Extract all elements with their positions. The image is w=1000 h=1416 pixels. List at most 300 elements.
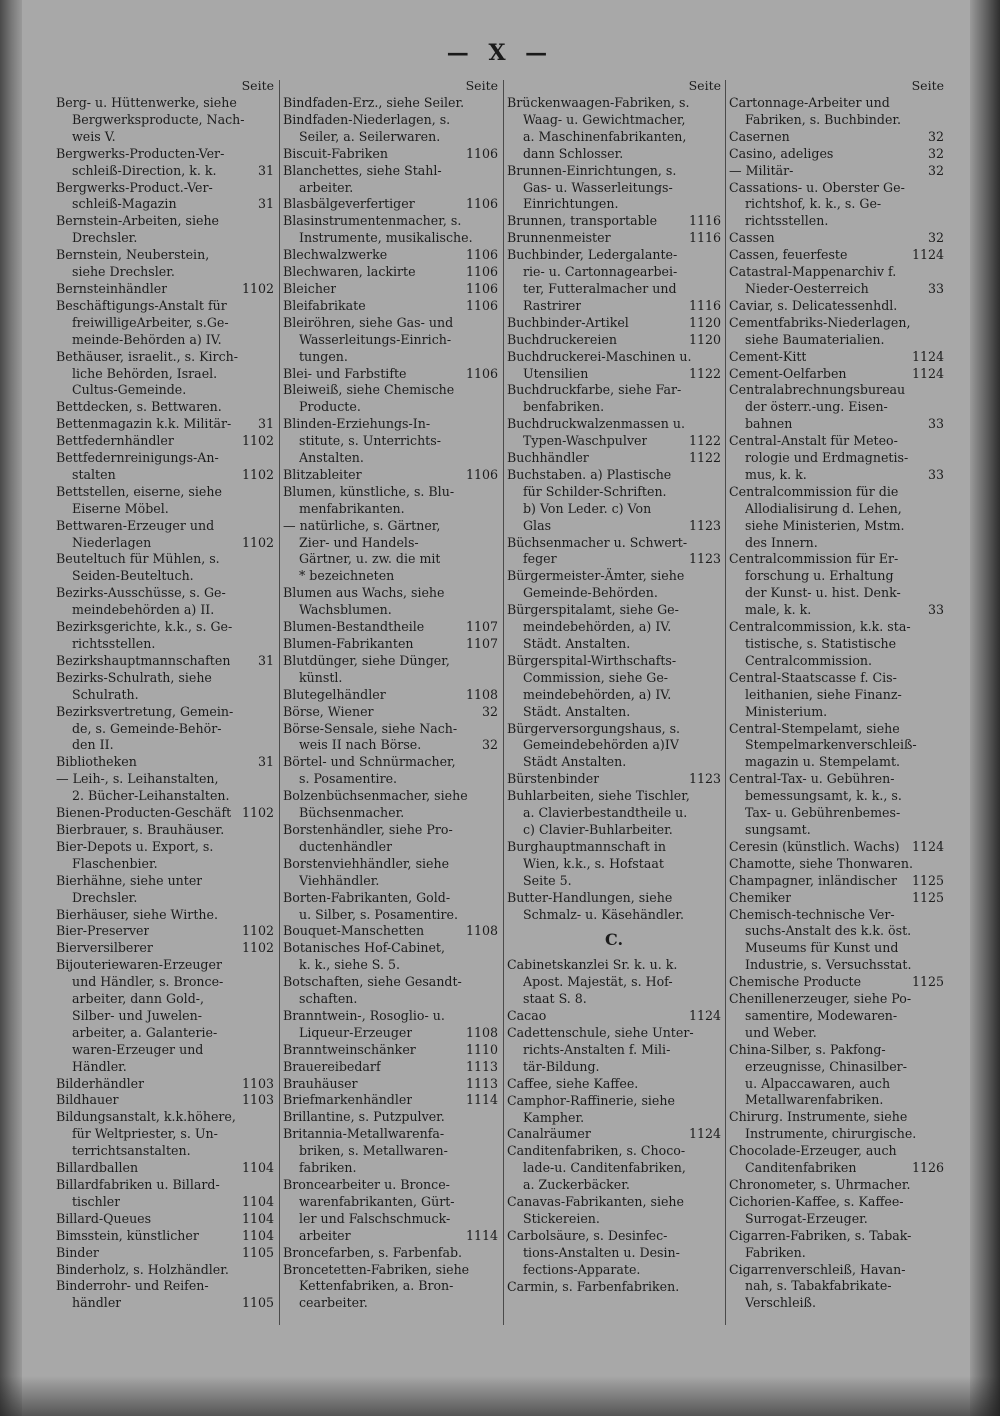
index-entry — [56, 213, 274, 247]
entry-text: Butter-Handlungen, siehe — [507, 889, 673, 905]
index-column-1 — [56, 78, 274, 1378]
entry-text: Centralcommission für die — [729, 483, 899, 499]
entry-text: siehe Baumaterialien. — [745, 331, 885, 347]
index-entry — [729, 433, 944, 484]
entry-text: a. Clavierbestandtheile u. — [523, 805, 688, 821]
index-entry — [729, 1177, 944, 1194]
entry-text: Wasserleitungs-Einrich- — [299, 331, 452, 347]
index-entry — [507, 315, 721, 332]
index-entry — [283, 281, 498, 298]
entry-text: Botschaften, siehe Gesandt- — [283, 974, 462, 990]
entry-text: schleiß-Direction, k. k. — [72, 162, 217, 178]
entry-text: Stickereien. — [523, 1211, 600, 1226]
entry-text: Bernstein, Neuberstein, — [56, 247, 210, 263]
index-entry — [507, 1025, 721, 1076]
entry-text: Bergwerksproducte, Nach- — [72, 111, 245, 127]
index-entry — [507, 788, 721, 839]
index-entry — [283, 467, 498, 484]
entry-text: Buchdruckfarbe, siehe Far- — [507, 382, 682, 398]
page-ref: 1108 — [465, 923, 498, 939]
entry-text: Britannia-Metallwarenfa- — [283, 1126, 445, 1142]
entry-text: Centralcommission. — [745, 652, 873, 668]
entry-text: Brunnenmeister — [507, 230, 611, 246]
page-ref: 1114 — [465, 1092, 498, 1108]
entry-text: k. k., siehe S. 5. — [299, 957, 400, 973]
entry-text: Apost. Majestät, s. Hof- — [523, 974, 673, 990]
entry-text: Chemiker — [729, 889, 792, 905]
entry-text: bemessungsamt, k. k., s. — [745, 788, 902, 804]
index-entry — [507, 332, 721, 349]
entry-text: Bolzenbüchsenmacher, siehe — [283, 788, 468, 804]
index-entry — [56, 180, 274, 214]
entry-text: Büchsenmacher u. Schwert- — [507, 534, 688, 550]
page-ref: 1102 — [241, 466, 274, 482]
entry-text: Viehhändler. — [299, 872, 380, 888]
entry-text: Cassen, feuerfeste — [729, 247, 848, 263]
page-ref: 1106 — [465, 247, 498, 263]
entry-text: Zier- und Handels- — [299, 534, 419, 550]
entry-text: Centralabrechnungsbureau — [729, 382, 906, 398]
entry-text: — Militär- — [729, 162, 794, 178]
page-ref: 32 — [927, 128, 944, 144]
index-entry — [283, 585, 498, 619]
index-entry — [507, 467, 721, 535]
page-ref: 33 — [927, 280, 944, 296]
index-entry — [56, 518, 274, 552]
index-entry — [729, 619, 944, 670]
index-entry — [283, 213, 498, 247]
entry-text: Bezirksgerichte, k.k., s. Ge- — [56, 619, 233, 635]
entry-text: waren-Erzeuger und — [72, 1041, 204, 1057]
entry-text: Borstenviehhändler, siehe — [283, 855, 450, 871]
entry-text: des Innern. — [745, 534, 818, 550]
index-entry — [283, 1076, 498, 1093]
page-ref: 32 — [927, 162, 944, 178]
entry-text: cearbeiter. — [299, 1295, 368, 1311]
entry-text: Cacao — [507, 1008, 547, 1024]
entry-text: Bernstein-Arbeiten, siehe — [56, 213, 220, 229]
index-entry — [283, 1092, 498, 1109]
entry-text: arbeiter. — [299, 179, 354, 195]
index-entry — [729, 991, 944, 1042]
page-ref: 1122 — [688, 365, 721, 381]
index-entry — [507, 1279, 721, 1296]
index-entry — [507, 416, 721, 450]
entry-text: Buhlarbeiten, siehe Tischler, — [507, 788, 690, 804]
entry-text: stalten — [72, 466, 116, 482]
index-entry — [283, 196, 498, 213]
entry-text: Büchsenmacher. — [299, 805, 405, 821]
index-entry — [729, 873, 944, 890]
page-ref: 1122 — [688, 450, 721, 466]
entry-text: Buchbinder, Ledergalante- — [507, 247, 678, 263]
index-entry — [507, 1228, 721, 1279]
index-entry — [729, 366, 944, 383]
entry-text: Typen-Waschpulver — [523, 433, 648, 449]
entry-text: u. Alpaccawaren, auch — [745, 1075, 891, 1091]
page-ref: 1106 — [465, 297, 498, 313]
page-ref: 1108 — [465, 686, 498, 702]
bottom-shadow — [0, 1376, 1000, 1416]
index-entry — [56, 1228, 274, 1245]
index-entry — [283, 1008, 498, 1042]
entry-text: terrichtsanstalten. — [72, 1143, 191, 1159]
entry-text: weis V. — [72, 128, 116, 144]
entry-text: Casino, adeliges — [729, 145, 834, 161]
entry-text: Nieder-Oesterreich — [745, 280, 869, 296]
index-entry — [283, 636, 498, 653]
entry-text: Bettdecken, s. Bettwaren. — [56, 399, 222, 415]
entry-text: samentire, Modewaren- — [745, 1007, 898, 1023]
page-ref: 1107 — [465, 636, 498, 651]
page-ref: 1104 — [241, 1160, 274, 1176]
index-entry — [56, 1109, 274, 1160]
entry-text: Billard-Queues — [56, 1210, 152, 1226]
page-ref: 1108 — [465, 1024, 498, 1040]
entry-text: Cement-Kitt — [729, 348, 807, 364]
index-entry — [729, 890, 944, 907]
entry-text: leithanien, siehe Finanz- — [745, 686, 902, 702]
page-number-header: — X — — [446, 40, 554, 66]
entry-text: Branntweinschänker — [283, 1041, 416, 1057]
entry-text: Bibliotheken — [56, 754, 137, 770]
index-entry — [283, 653, 498, 687]
entry-text: schleiß-Magazin — [72, 196, 177, 212]
entry-text: Centralcommission für Er- — [729, 551, 899, 567]
entry-text: Billardballen — [56, 1160, 139, 1176]
index-entry — [283, 619, 498, 636]
entry-text: Bier-Preserver — [56, 923, 150, 939]
entry-text: Börse, Wiener — [283, 703, 374, 719]
entry-text: und Weber. — [745, 1024, 817, 1040]
index-entry — [56, 805, 274, 822]
index-entry — [56, 95, 274, 146]
index-entry — [729, 163, 944, 180]
entry-text: Canditenfabriken — [745, 1160, 857, 1176]
entry-text: ductenhändler — [299, 838, 393, 854]
entry-text: Caviar, s. Delicatessenhdl. — [729, 297, 898, 313]
entry-text: Bindfaden-Niederlagen, s. — [283, 111, 451, 127]
page-ref: 1102 — [241, 805, 274, 821]
entry-text: tistische, s. Statistische — [745, 636, 897, 651]
entry-text: Canavas-Fabrikanten, siehe — [507, 1194, 684, 1210]
entry-text: tischler — [72, 1193, 121, 1209]
entry-text: Städt. Anstalten. — [523, 636, 631, 651]
page-edge-shadow — [970, 0, 1000, 1416]
page-ref: 1102 — [241, 940, 274, 956]
index-entry — [56, 247, 274, 281]
entry-text: Cigarrenverschleiß, Havan- — [729, 1261, 906, 1277]
entry-text: benfabriken. — [523, 399, 605, 415]
index-entry — [56, 349, 274, 400]
entry-text: Seiden-Beuteltuch. — [72, 568, 194, 584]
index-entry — [56, 551, 274, 585]
entry-text: Buchstaben. a) Plastische — [507, 466, 672, 482]
entry-text: Cabinetskanzlei Sr. k. u. k. — [507, 957, 678, 973]
page-ref: 1124 — [688, 1126, 721, 1142]
index-entry — [507, 568, 721, 602]
entry-text: b) Von Leder. c) Von — [523, 500, 652, 516]
index-entry — [729, 856, 944, 873]
entry-text: künstl. — [299, 669, 343, 685]
entry-text: Bleicher — [283, 280, 337, 296]
index-entry — [507, 957, 721, 1008]
index-entry — [729, 315, 944, 349]
entry-text: male, k. k. — [745, 602, 812, 618]
page-ref: 1126 — [911, 1160, 944, 1176]
entry-text: Beuteltuch für Mühlen, s. — [56, 551, 220, 567]
entry-text: Buchdruckerei-Maschinen u. — [507, 348, 692, 364]
entry-text: richtsstellen. — [745, 213, 829, 229]
entry-text: Einrichtungen. — [523, 196, 619, 212]
page-ref: 1104 — [241, 1210, 274, 1226]
index-entry — [729, 382, 944, 433]
entry-text: Bienen-Producten-Geschäft — [56, 805, 232, 821]
index-column-2 — [283, 78, 498, 1378]
index-column-3 — [507, 78, 721, 1378]
entry-text: Cartonnage-Arbeiter und — [729, 95, 890, 110]
index-entry — [729, 129, 944, 146]
index-entry — [729, 230, 944, 247]
index-entry — [729, 146, 944, 163]
index-entry — [56, 1278, 274, 1312]
entry-text: Chocolade-Erzeuger, auch — [729, 1143, 897, 1159]
entry-text: Gas- u. Wasserleitungs- — [523, 179, 673, 195]
entry-text: Blutdünger, siehe Dünger, — [283, 652, 450, 668]
entry-text: Blumen aus Wachs, siehe — [283, 585, 445, 601]
index-entry — [507, 95, 721, 163]
index-entry — [507, 653, 721, 721]
entry-text: händler — [72, 1295, 122, 1311]
page-ref: 1124 — [911, 247, 944, 263]
entry-text: Brunnen-Einrichtungen, s. — [507, 162, 677, 178]
page-ref: 1102 — [241, 280, 274, 296]
entry-text: Brillantine, s. Putzpulver. — [283, 1109, 445, 1125]
entry-text: Blanchettes, siehe Stahl- — [283, 162, 442, 178]
page-ref: 1123 — [688, 517, 721, 533]
entry-text: Biscuit-Fabriken — [283, 145, 388, 161]
entry-text: Drechsler. — [72, 889, 138, 905]
page-ref: 32 — [481, 703, 498, 719]
column-divider — [725, 80, 726, 1325]
index-entry — [507, 771, 721, 788]
entry-text: Cichorien-Kaffee, s. Kaffee- — [729, 1193, 904, 1209]
index-entry — [729, 298, 944, 315]
page-ref: 1113 — [465, 1075, 498, 1091]
entry-text: stitute, s. Unterrichts- — [299, 433, 441, 449]
index-entry — [283, 1177, 498, 1245]
entry-text: Bezirks-Ausschüsse, s. Ge- — [56, 585, 226, 601]
index-entry — [729, 1262, 944, 1313]
entry-text: dann Schlosser. — [523, 145, 624, 161]
page-ref: 1124 — [911, 348, 944, 364]
index-entry — [729, 907, 944, 975]
entry-text: Buchhändler — [507, 450, 589, 466]
entry-text: Bezirksvertretung, Gemein- — [56, 703, 234, 719]
page-ref: 1125 — [911, 872, 944, 888]
entry-text: Blasinstrumentenmacher, s. — [283, 213, 462, 229]
index-entry — [56, 873, 274, 907]
entry-text: Buchdruckwalzenmassen u. — [507, 416, 685, 432]
index-entry — [283, 1059, 498, 1076]
index-entry — [56, 940, 274, 957]
entry-text: tungen. — [299, 348, 348, 364]
entry-text: Champagner, inländischer — [729, 872, 898, 888]
entry-text: Briefmarkenhändler — [283, 1092, 413, 1108]
page-ref: 1125 — [911, 889, 944, 905]
entry-text: Bettstellen, eiserne, siehe — [56, 483, 222, 499]
entry-text: fections-Apparate. — [523, 1261, 641, 1277]
page-ref: 1124 — [911, 365, 944, 381]
index-entry — [729, 247, 944, 264]
page-ref: 1103 — [241, 1092, 274, 1108]
index-entry — [56, 1076, 274, 1093]
index-entry — [283, 112, 498, 146]
entry-text: Blumen-Fabrikanten — [283, 636, 414, 651]
index-entry — [729, 974, 944, 991]
entry-text: Blitzableiter — [283, 466, 362, 482]
entry-text: — natürliche, s. Gärtner, — [283, 517, 441, 533]
index-entry — [283, 146, 498, 163]
entry-text: Buchbinder-Artikel — [507, 314, 629, 330]
entry-text: Chamotte, siehe Thonwaren. — [729, 855, 913, 871]
entry-text: Gemeinde-Behörden. — [523, 585, 658, 601]
index-entry — [283, 518, 498, 586]
index-entry — [283, 687, 498, 704]
entry-text: Bergwerks-Product.-Ver- — [56, 179, 213, 195]
entry-text: Bimsstein, künstlicher — [56, 1227, 199, 1243]
page-ref: 1104 — [241, 1193, 274, 1209]
index-entry — [283, 1262, 498, 1313]
index-entry — [283, 1126, 498, 1177]
page-ref: 1102 — [241, 534, 274, 550]
entry-text: Borten-Fabrikanten, Gold- — [283, 889, 451, 905]
entry-text: Binderholz, s. Holzhändler. — [56, 1261, 229, 1277]
index-entry — [507, 163, 721, 214]
page-ref: 1120 — [688, 314, 721, 330]
entry-text: Buchdruckereien — [507, 331, 617, 347]
page-ref: 32 — [927, 230, 944, 246]
entry-text: Botanisches Hof-Cabinet, — [283, 940, 445, 956]
index-entry — [56, 484, 274, 518]
entry-text: Gärtner, u. zw. die mit — [299, 551, 441, 567]
index-entry — [283, 754, 498, 788]
entry-text: magazin u. Stempelamt. — [745, 754, 901, 770]
entry-text: Billardfabriken u. Billard- — [56, 1177, 220, 1192]
index-entry — [283, 416, 498, 467]
entry-text: Rastrirer — [523, 297, 582, 313]
entry-text: Bettfedernreinigungs-An- — [56, 450, 219, 466]
page-ref: 1106 — [465, 264, 498, 280]
entry-text: Niederlagen — [72, 534, 152, 550]
index-entry — [283, 923, 498, 940]
entry-text: Städt Anstalten. — [523, 754, 627, 770]
entry-text: Bijouteriewaren-Erzeuger — [56, 957, 222, 973]
index-column-4 — [729, 78, 944, 1378]
entry-text: Binder — [56, 1244, 99, 1260]
entry-text: Bettwaren-Erzeuger und — [56, 517, 215, 533]
entry-text: lade-u. Canditenfabriken, — [523, 1160, 686, 1176]
entry-text: rie- u. Cartonnagearbei- — [523, 264, 678, 280]
index-entry — [507, 382, 721, 416]
page-ref: 33 — [927, 466, 944, 482]
section-letter: C. — [604, 930, 624, 950]
page-ref: 1106 — [465, 365, 498, 381]
entry-text: Broncetetten-Fabriken, siehe — [283, 1261, 470, 1277]
entry-text: Blasbälgeverfertiger — [283, 196, 415, 212]
entry-text: Brückenwaagen-Fabriken, s. — [507, 95, 690, 110]
index-entry — [283, 1109, 498, 1126]
entry-text: bahnen — [745, 416, 793, 432]
index-entry — [56, 907, 274, 924]
entry-text: Central-Tax- u. Gebühren- — [729, 771, 895, 787]
index-entry — [56, 839, 274, 873]
entry-text: Cigarren-Fabriken, s. Tabak- — [729, 1227, 912, 1243]
entry-text: Bürgermeister-Ämter, siehe — [507, 568, 685, 584]
entry-text: Stempelmarkenverschleiß- — [745, 737, 917, 753]
index-entry — [56, 433, 274, 450]
page-ref: 31 — [257, 162, 274, 178]
entry-text: Bleifabrikate — [283, 297, 366, 313]
entry-text: Schmalz- u. Käsehändler. — [523, 906, 685, 922]
seite-label: Seite — [688, 78, 721, 93]
entry-text: sungsamt. — [745, 821, 811, 837]
index-entry — [507, 213, 721, 230]
entry-text: Carbolsäure, s. Desinfec- — [507, 1227, 668, 1243]
entry-text: siehe Drechsler. — [72, 264, 175, 280]
entry-text: Bethäuser, israelit., s. Kirch- — [56, 348, 238, 364]
page-ref: 1116 — [688, 297, 721, 313]
index-entry — [283, 1245, 498, 1262]
index-entry — [56, 450, 274, 484]
entry-text: Waag- u. Gewichtmacher, — [523, 111, 686, 127]
entry-text: Cement-Oelfarben — [729, 365, 847, 381]
index-entry — [507, 1008, 721, 1025]
index-entry — [283, 247, 498, 264]
index-entry — [283, 856, 498, 890]
entry-text: Canalräumer — [507, 1126, 591, 1142]
index-entry — [507, 247, 721, 315]
entry-text: arbeiter — [299, 1227, 351, 1243]
index-entry — [56, 585, 274, 619]
entry-text: siehe Ministerien, Mstm. — [745, 517, 905, 533]
index-entry — [283, 315, 498, 366]
entry-text: Liqueur-Erzeuger — [299, 1024, 413, 1040]
entry-text: meinde-Behörden a) IV. — [72, 331, 222, 347]
page-ref: 31 — [257, 196, 274, 212]
index-entry — [56, 670, 274, 704]
entry-text: Verschleiß. — [745, 1295, 816, 1311]
index-entry — [283, 298, 498, 315]
entry-text: Kampher. — [523, 1109, 585, 1125]
entry-text: arbeiter, dann Gold-, — [72, 991, 205, 1007]
entry-text: Eiserne Möbel. — [72, 500, 169, 516]
entry-text: Bezirkshauptmannschaften — [56, 652, 231, 668]
entry-text: Chirurg. Instrumente, siehe — [729, 1109, 908, 1125]
entry-text: Beschäftigungs-Anstalt für — [56, 297, 227, 313]
page-ref: 33 — [927, 416, 944, 432]
entry-text: s. Posamentire. — [299, 771, 398, 787]
index-entry — [729, 1194, 944, 1228]
entry-text: Allodialisirung d. Lehen, — [745, 500, 902, 516]
page-ref: 1105 — [241, 1295, 274, 1311]
entry-text: Centralcommission, k.k. sta- — [729, 619, 911, 635]
entry-text: Borstenhändler, siehe Pro- — [283, 821, 453, 837]
index-entry — [56, 146, 274, 180]
entry-text: Instrumente, chirurgische. — [745, 1126, 917, 1142]
entry-text: liche Behörden, Israel. — [72, 365, 218, 381]
index-entry — [507, 450, 721, 467]
